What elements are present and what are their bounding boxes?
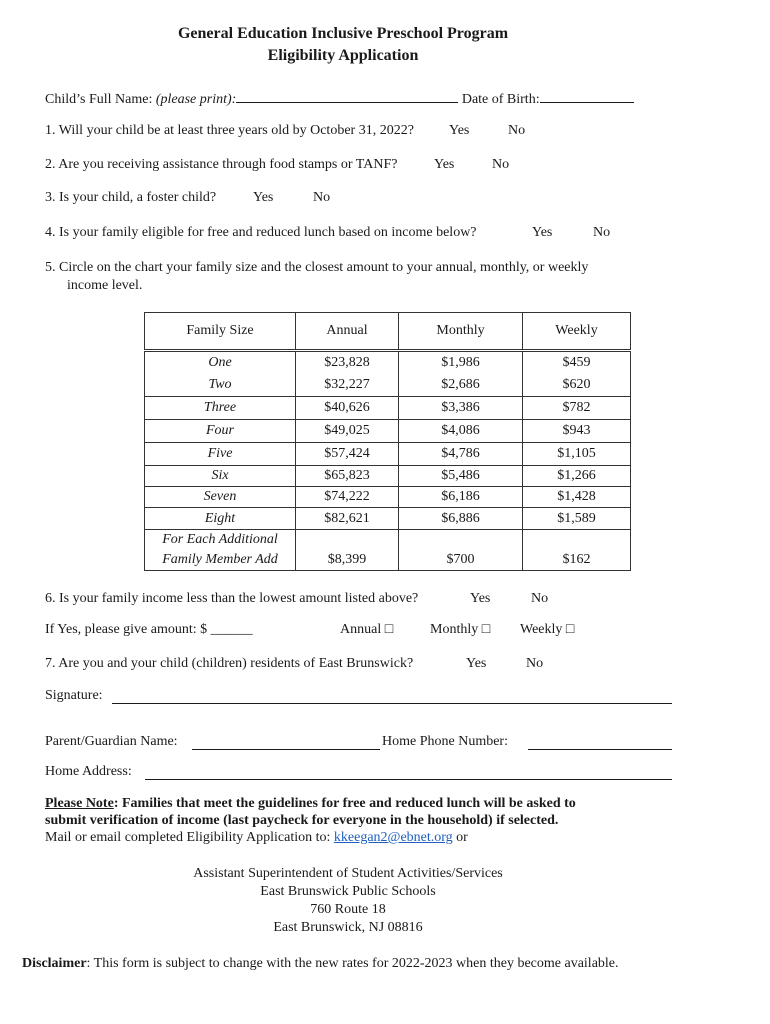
question-1-no[interactable]: No bbox=[508, 123, 526, 138]
question-1-yes[interactable]: Yes bbox=[449, 123, 470, 138]
disclaimer-label: Disclaimer bbox=[22, 956, 87, 971]
table-row[interactable] bbox=[145, 351, 631, 397]
header-weekly: Weekly bbox=[523, 313, 631, 351]
table-row-additional[interactable] bbox=[145, 530, 631, 571]
address-block-line4: East Brunswick, NJ 08816 bbox=[273, 920, 423, 935]
annual-seven[interactable]: $74,222 bbox=[296, 487, 399, 508]
monthly-eight[interactable]: $6,886 bbox=[399, 508, 523, 530]
additional-weekly[interactable]: $162 bbox=[523, 530, 631, 571]
weekly-three[interactable]: $782 bbox=[523, 397, 631, 420]
monthly-four[interactable]: $4,086 bbox=[399, 420, 523, 443]
family-size-five[interactable]: Five bbox=[145, 443, 296, 466]
annual-two: $32,227 bbox=[324, 377, 370, 392]
monthly-three[interactable]: $3,386 bbox=[399, 397, 523, 420]
annual-one: $23,828 bbox=[324, 355, 370, 370]
table-row[interactable] bbox=[145, 420, 631, 443]
question-2-text: 2. Are you receiving assistance through food stamps or TANF? bbox=[45, 157, 398, 172]
monthly-six[interactable]: $5,486 bbox=[399, 466, 523, 487]
weekly-checkbox[interactable]: Weekly □ bbox=[520, 622, 575, 637]
table-header-row bbox=[145, 313, 631, 351]
address-label: Home Address: bbox=[45, 764, 132, 779]
income-table bbox=[144, 312, 631, 571]
family-size-six[interactable]: Six bbox=[145, 466, 296, 487]
header-monthly: Monthly bbox=[399, 313, 523, 351]
question-7-text: 7. Are you and your child (children) residents of East Brunswick? bbox=[45, 656, 414, 671]
dob-label: Date of Birth: bbox=[458, 92, 540, 107]
form-subtitle: Eligibility Application bbox=[267, 47, 419, 64]
weekly-seven[interactable]: $1,428 bbox=[523, 487, 631, 508]
family-size-four[interactable]: Four bbox=[145, 420, 296, 443]
guardian-label: Parent/Guardian Name: bbox=[45, 734, 178, 749]
family-size-one: One bbox=[208, 355, 232, 370]
monthly-seven[interactable]: $6,186 bbox=[399, 487, 523, 508]
additional-monthly[interactable]: $700 bbox=[399, 530, 523, 571]
annual-six[interactable]: $65,823 bbox=[296, 466, 399, 487]
table-row[interactable] bbox=[145, 443, 631, 466]
monthly-two: $2,686 bbox=[441, 377, 480, 392]
question-6-text: 6. Is your family income less than the lowest amount listed above? bbox=[45, 591, 419, 606]
monthly-one: $1,986 bbox=[441, 355, 480, 370]
weekly-four[interactable]: $943 bbox=[523, 420, 631, 443]
family-size-two: Two bbox=[208, 377, 232, 392]
additional-member-cell[interactable] bbox=[145, 530, 296, 571]
additional-label-line2: Family Member Add bbox=[162, 552, 278, 567]
weekly-five[interactable]: $1,105 bbox=[523, 443, 631, 466]
question-5-text-line2: income level. bbox=[67, 278, 143, 293]
signature-field[interactable] bbox=[112, 703, 672, 704]
question-4-yes[interactable]: Yes bbox=[532, 225, 553, 240]
note-text-1: : Families that meet the guidelines for free and reduced lunch will be asked to bbox=[113, 796, 576, 811]
email-link[interactable]: kkeegan2@ebnet.org bbox=[333, 830, 453, 845]
address-block-line3: 760 Route 18 bbox=[310, 902, 386, 917]
weekly-six[interactable]: $1,266 bbox=[523, 466, 631, 487]
annual-cell[interactable] bbox=[296, 351, 399, 397]
note-line1 bbox=[45, 796, 576, 812]
mail-line bbox=[45, 830, 468, 846]
child-name-field[interactable] bbox=[236, 88, 458, 103]
additional-label-line1: For Each Additional bbox=[162, 532, 278, 547]
additional-annual[interactable]: $8,399 bbox=[296, 530, 399, 571]
family-size-three[interactable]: Three bbox=[145, 397, 296, 420]
table-row[interactable] bbox=[145, 487, 631, 508]
table-row[interactable] bbox=[145, 397, 631, 420]
family-size-seven[interactable]: Seven bbox=[145, 487, 296, 508]
question-3-no[interactable]: No bbox=[313, 190, 331, 205]
phone-field[interactable] bbox=[528, 749, 672, 750]
monthly-five[interactable]: $4,786 bbox=[399, 443, 523, 466]
disclaimer-text: : This form is subject to change with the new rates for 2022-2023 when they become available. bbox=[86, 956, 619, 971]
disclaimer bbox=[22, 956, 619, 972]
mail-or: or bbox=[452, 830, 468, 845]
child-info-line bbox=[45, 88, 634, 108]
child-name-label: Child’s Full Name: bbox=[45, 92, 156, 107]
question-1-text: 1. Will your child be at least three years old by October 31, 2022? bbox=[45, 123, 414, 138]
question-6-yes[interactable]: Yes bbox=[470, 591, 491, 606]
address-block-line2: East Brunswick Public Schools bbox=[260, 884, 436, 899]
question-7-yes[interactable]: Yes bbox=[466, 656, 487, 671]
table-row[interactable] bbox=[145, 466, 631, 487]
signature-label: Signature: bbox=[45, 688, 103, 703]
child-name-hint: (please print): bbox=[155, 92, 237, 107]
question-3-yes[interactable]: Yes bbox=[253, 190, 274, 205]
amount-label[interactable]: If Yes, please give amount: $ ______ bbox=[45, 622, 253, 637]
question-3-text: 3. Is your child, a foster child? bbox=[45, 190, 217, 205]
annual-checkbox[interactable]: Annual □ bbox=[340, 622, 394, 637]
monthly-cell[interactable] bbox=[399, 351, 523, 397]
form-title: General Education Inclusive Preschool Program bbox=[177, 25, 509, 42]
annual-four[interactable]: $49,025 bbox=[296, 420, 399, 443]
weekly-one: $459 bbox=[562, 355, 591, 370]
weekly-cell[interactable] bbox=[523, 351, 631, 397]
question-4-no[interactable]: No bbox=[593, 225, 611, 240]
question-5-text-line1: 5. Circle on the chart your family size and the closest amount to your annual, monthly, or weekly bbox=[45, 260, 589, 275]
table-row[interactable] bbox=[145, 508, 631, 530]
note-line2: submit verification of income (last paycheck for everyone in the household) if selected. bbox=[45, 813, 559, 828]
annual-eight[interactable]: $82,621 bbox=[296, 508, 399, 530]
header-family-size: Family Size bbox=[145, 313, 296, 351]
weekly-two: $620 bbox=[562, 377, 591, 392]
family-size-cell[interactable] bbox=[145, 351, 296, 397]
annual-five[interactable]: $57,424 bbox=[296, 443, 399, 466]
header-annual: Annual bbox=[296, 313, 399, 351]
weekly-eight[interactable]: $1,589 bbox=[523, 508, 631, 530]
phone-label: Home Phone Number: bbox=[382, 734, 508, 749]
question-4-text: 4. Is your family eligible for free and reduced lunch based on income below? bbox=[45, 225, 477, 240]
address-field[interactable] bbox=[145, 779, 672, 780]
question-7-no[interactable]: No bbox=[526, 656, 544, 671]
address-block-line1: Assistant Superintendent of Student Activities/Services bbox=[193, 866, 503, 881]
note-label: Please Note bbox=[45, 796, 114, 811]
question-6-no[interactable]: No bbox=[531, 591, 549, 606]
mail-text: Mail or email completed Eligibility Application to: bbox=[45, 830, 334, 845]
family-size-eight[interactable]: Eight bbox=[145, 508, 296, 530]
monthly-checkbox[interactable]: Monthly □ bbox=[430, 622, 491, 637]
question-2-yes[interactable]: Yes bbox=[434, 157, 455, 172]
guardian-field[interactable] bbox=[192, 749, 380, 750]
annual-three[interactable]: $40,626 bbox=[296, 397, 399, 420]
dob-field[interactable] bbox=[540, 88, 634, 103]
question-2-no[interactable]: No bbox=[492, 157, 510, 172]
